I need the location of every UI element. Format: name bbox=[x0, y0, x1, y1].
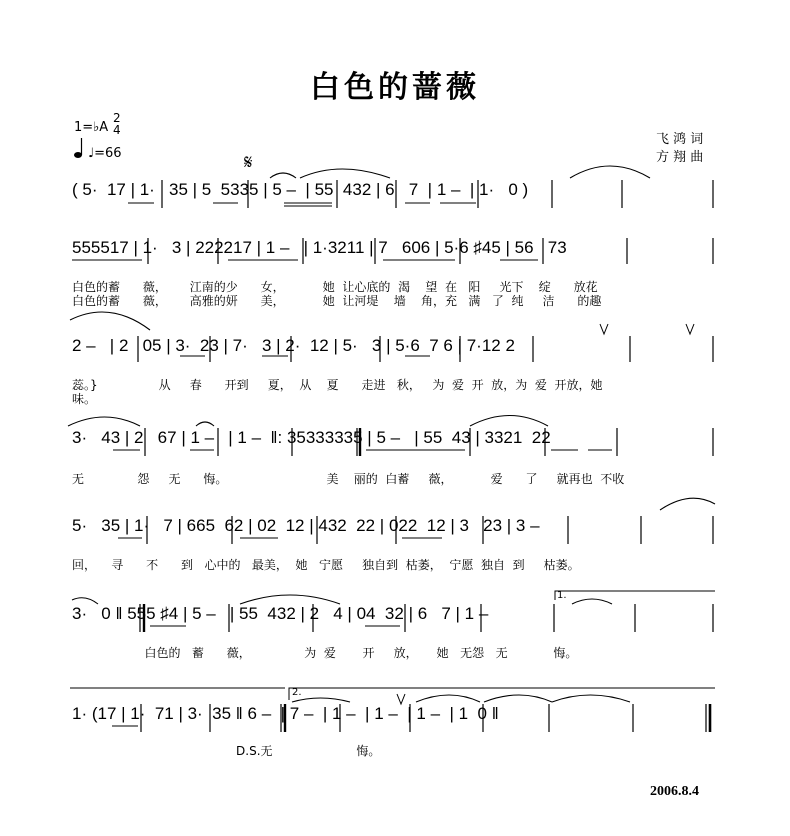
score-row-2: 555517 | 1· 3 | 222217 | 1 – | 1·3211 | 7 606 | 5·6 ♯45 | 56 73 bbox=[72, 238, 567, 257]
composition-date: 2006.8.4 bbox=[650, 784, 699, 799]
score-row-1: ( 5· 17 | 1· 35 | 5 5335 | 5 – | 55 432 | 6 7 | 1 – | 1· 0 ) bbox=[72, 180, 529, 199]
key-label: 1=♭A bbox=[74, 120, 109, 135]
score-row-4: 3· 43 | 2 67 | 1 – | 1 – ‖: 35333335 | 5 – | 55 43 | 3321 22 bbox=[72, 428, 551, 447]
lyrics-row-6: 白色的 蓄 薇， 为 爱 开 放， 她 无怨 无 悔。 bbox=[72, 646, 578, 660]
score-row-7: 1· (17 | 1· 71 | 3· 35 ‖ 6 – | 7 – | 1 – | 1 – | 1 – | 1 0 ‖ bbox=[72, 704, 499, 723]
score-row-3: 2 – | 2 05 | 3· 23 | 7· 3 | 2· 12 | 5· 3 | 5·6 7 6 | 7·12 2 bbox=[72, 336, 515, 355]
score-row-6: 3· 0 ‖ 555 ♯4 | 5 – | 55 432 | 2 4 | 04 32 | 6 7 | 1 – bbox=[72, 604, 489, 623]
lyrics-row-4: 无 怨 无 悔。 美 丽的 白蓄 薇， 爱 了 就再也 不收 bbox=[72, 472, 625, 486]
volta-first-ending: 1. bbox=[557, 590, 567, 601]
time-signature bbox=[113, 112, 121, 136]
song-title: 白色的蔷薇 bbox=[310, 70, 480, 105]
tempo-value: ♩=66 bbox=[88, 146, 122, 161]
lyrics-row-3-verse-1: 蕊。} 从 春 开到 夏， 从 夏 走进 秋， 为 爱 开 放，为 爱 开放，她 bbox=[72, 378, 603, 392]
lyricist-credit: 飞 鸿 词 bbox=[656, 132, 704, 147]
tempo-marking bbox=[88, 146, 122, 161]
lyrics-row-2-verse-2: 白色的蓄 薇， 高雅的妍 美， 她 让河堤 墙 角，充 满 了 纯 洁 的趣 bbox=[72, 294, 602, 308]
time-signature-bottom: 4 bbox=[113, 123, 121, 137]
lyrics-row-3-verse-2: 味。 bbox=[72, 392, 97, 406]
composer-credit: 方 翔 曲 bbox=[656, 150, 704, 165]
lyrics-row-2-verse-1: 白色的蓄 薇， 江南的少 女， 她 让心底的 渴 望 在 阳 光下 绽 放花 bbox=[72, 280, 598, 294]
key-signature bbox=[74, 120, 108, 135]
volta-second-ending: 2. bbox=[292, 687, 302, 698]
score-row-5: 5· 35 | 1· 7 | 665 62 | 02 12 | 432 22 | 022 12 | 3 23 | 3 – bbox=[72, 516, 540, 535]
lyrics-row-7: D.S.无 悔。 bbox=[72, 744, 381, 758]
time-signature-top: 2 bbox=[113, 111, 121, 125]
segno-sign: 𝄋 bbox=[244, 150, 253, 174]
lyrics-row-5: 回， 寻 不 到 心中的 最美， 她 宁愿 独自到 枯萎， 宁愿 独自 到 枯萎。 bbox=[72, 558, 580, 572]
